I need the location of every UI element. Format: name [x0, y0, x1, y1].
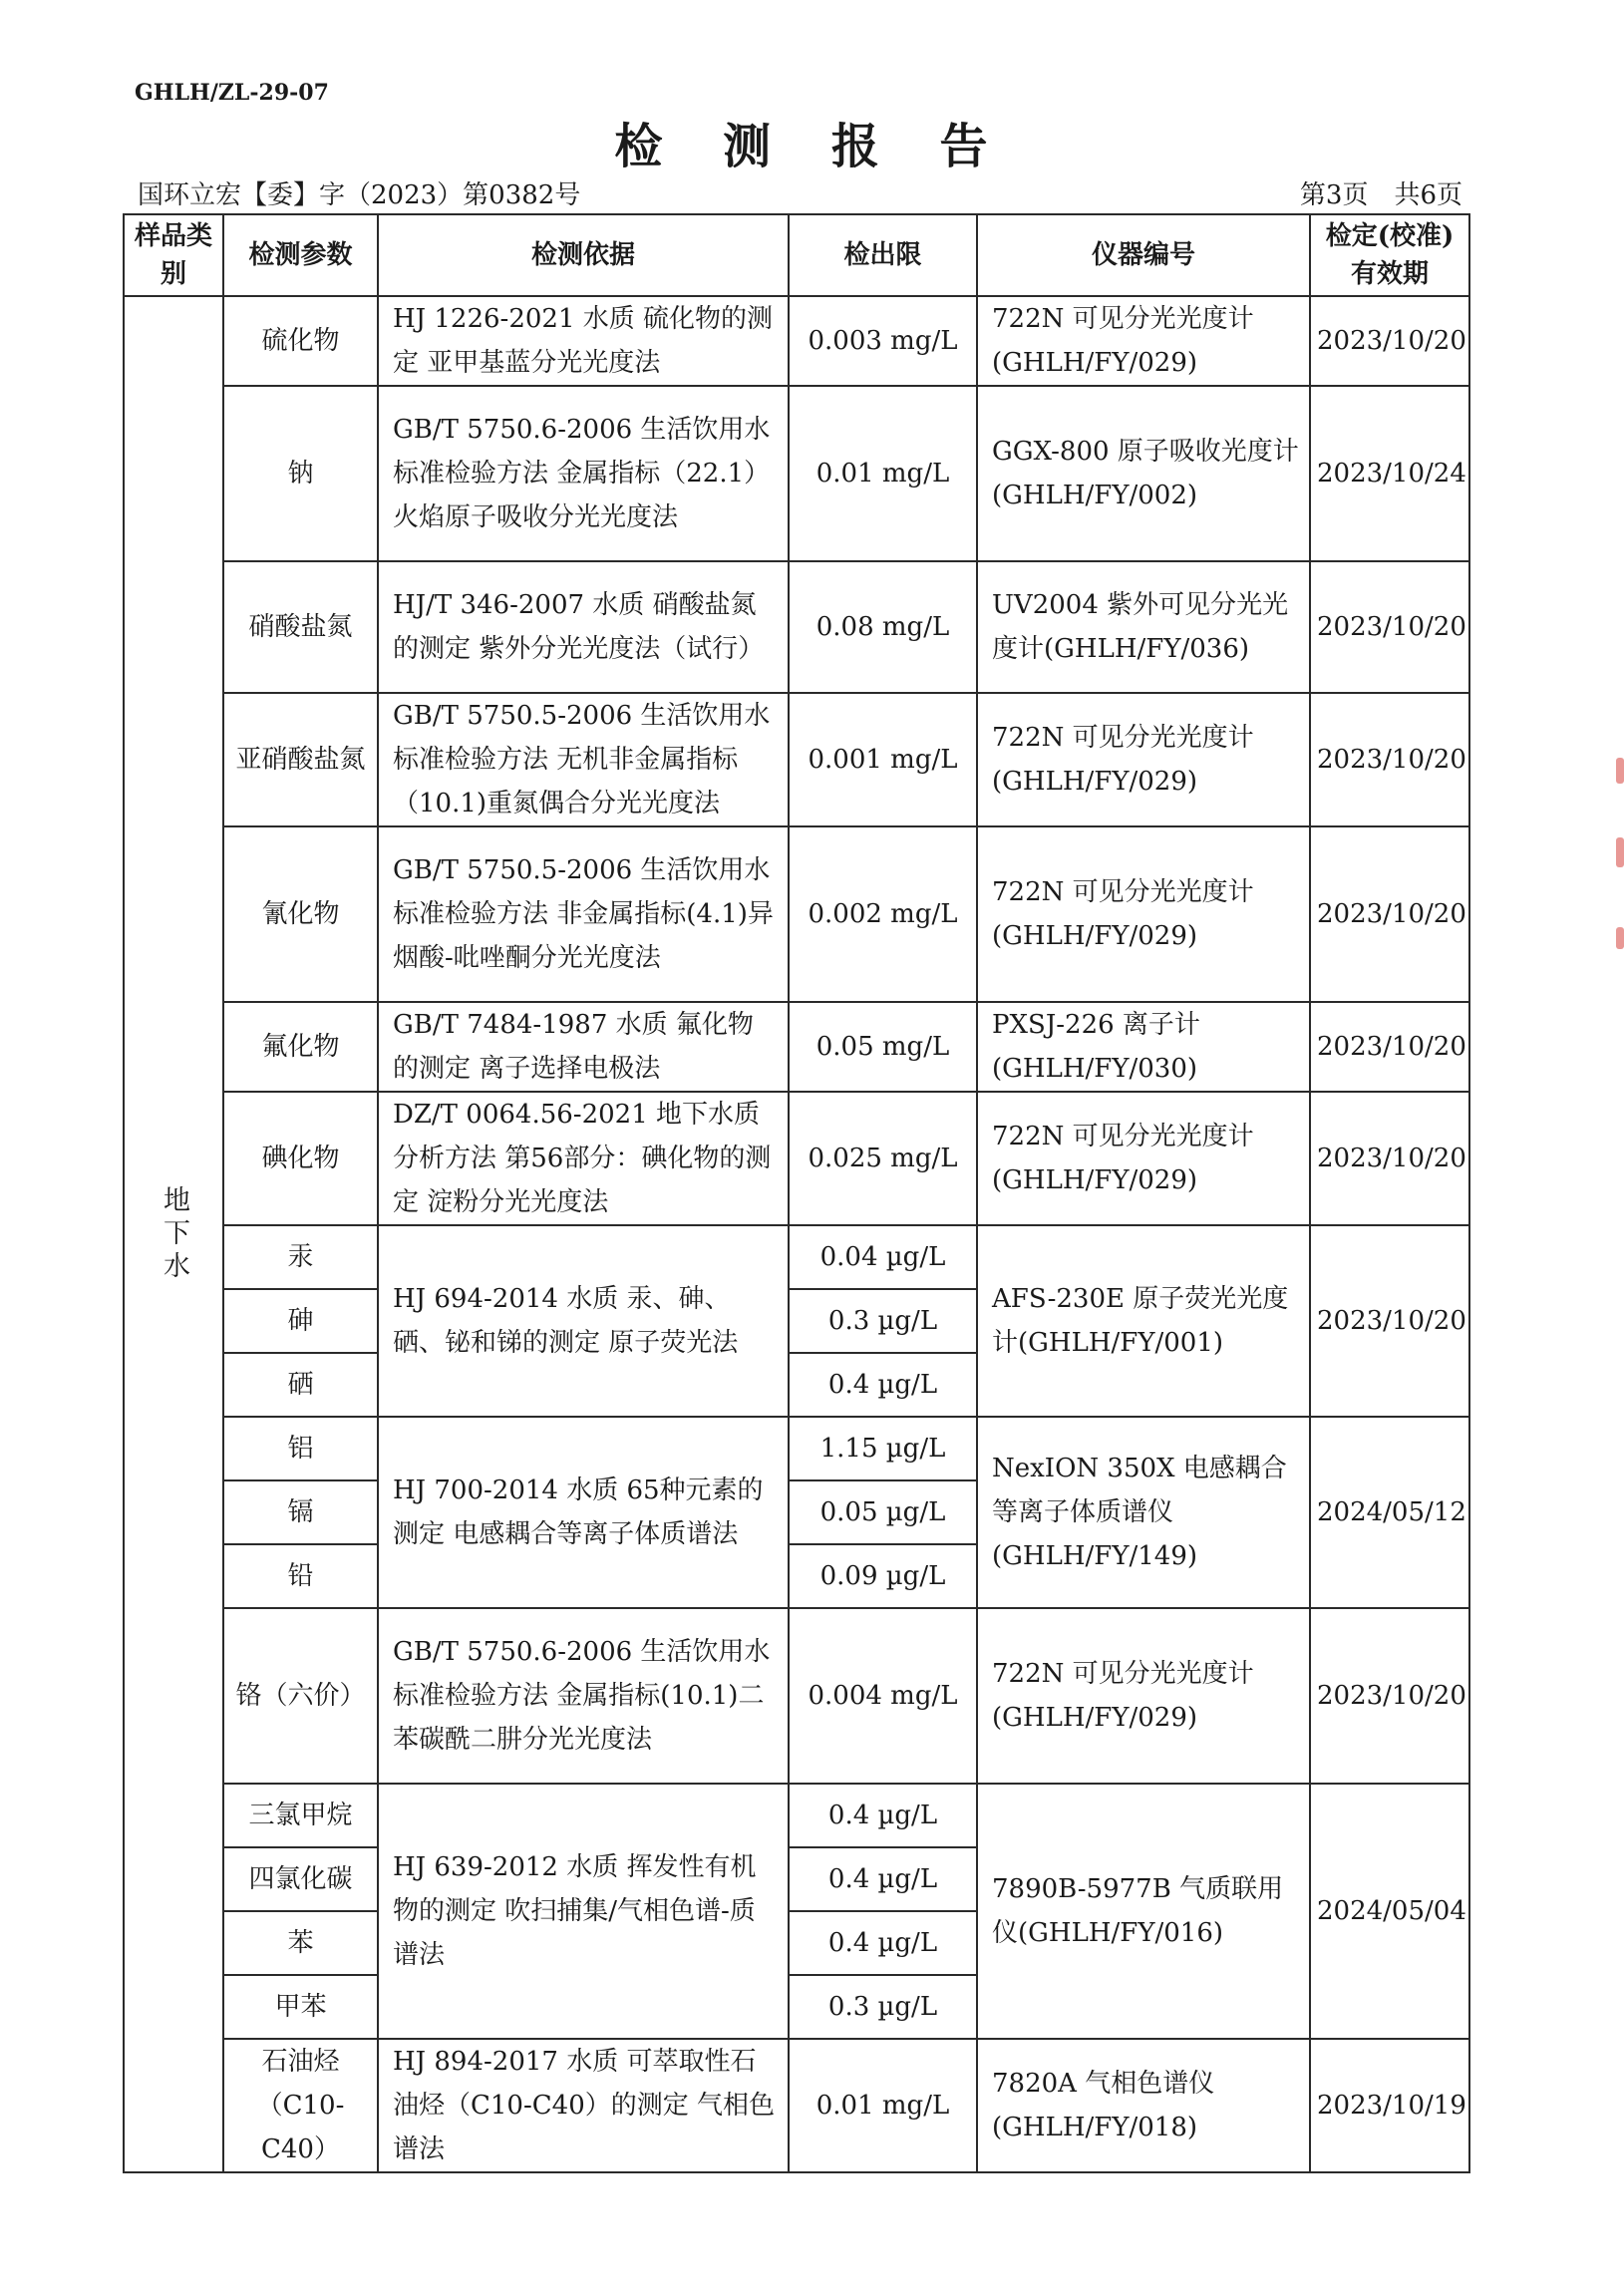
test-parameter: 亚硝酸盐氮 [223, 693, 378, 826]
instrument-id: NexION 350X 电感耦合等离子体质谱仪(GHLH/FY/149) [977, 1417, 1310, 1608]
page-info: 第3页 共6页 [1299, 180, 1462, 210]
instrument-id: GGX-800 原子吸收光度计(GHLH/FY/002) [977, 386, 1310, 561]
calibration-validity: 2023/10/20 [1310, 1608, 1469, 1784]
calibration-validity: 2023/10/19 [1310, 2039, 1469, 2172]
report-title: 检 测 报 告 [614, 119, 1010, 174]
test-basis: DZ/T 0064.56-2021 地下水质分析方法 第56部分：碘化物的测定 淀粉分光光度法 [378, 1092, 789, 1225]
table-row [124, 1225, 1469, 1289]
test-basis: GB/T 5750.6-2006 生活饮用水标准检验方法 金属指标（22.1）火焰原子吸收分光光度法 [378, 386, 789, 561]
detection-limit: 0.004 mg/L [789, 1608, 977, 1784]
calibration-validity: 2023/10/20 [1310, 826, 1469, 1002]
stamp-mark [1616, 837, 1624, 867]
table-row [124, 2039, 1469, 2172]
test-basis: HJ 694-2014 水质 汞、砷、硒、铋和锑的测定 原子荧光法 [378, 1225, 789, 1417]
table-row [124, 1784, 1469, 1847]
calibration-validity: 2023/10/20 [1310, 296, 1469, 386]
test-basis: HJ 639-2012 水质 挥发性有机物的测定 吹扫捕集/气相色谱-质谱法 [378, 1784, 789, 2039]
instrument-id: UV2004 紫外可见分光光度计(GHLH/FY/036) [977, 561, 1310, 693]
detection-limit: 0.4 µg/L [789, 1784, 977, 1847]
column-header: 样品类别 [124, 214, 223, 296]
test-basis: GB/T 5750.5-2006 生活饮用水标准检验方法 非金属指标(4.1)异烟酸-吡唑酮分光光度法 [378, 826, 789, 1002]
test-parameter: 铝 [223, 1417, 378, 1480]
test-basis: GB/T 5750.6-2006 生活饮用水标准检验方法 金属指标(10.1)二苯碳酰二肼分光光度法 [378, 1608, 789, 1784]
test-parameter: 钠 [223, 386, 378, 561]
calibration-validity: 2024/05/12 [1310, 1417, 1469, 1608]
detection-limit: 0.01 mg/L [789, 2039, 977, 2172]
test-parameter: 硒 [223, 1353, 378, 1417]
detection-limit: 1.15 µg/L [789, 1417, 977, 1480]
table-row [124, 561, 1469, 693]
calibration-validity: 2023/10/20 [1310, 693, 1469, 826]
test-basis: HJ 894-2017 水质 可萃取性石油烃（C10-C40）的测定 气相色谱法 [378, 2039, 789, 2172]
test-basis: GB/T 7484-1987 水质 氟化物的测定 离子选择电极法 [378, 1002, 789, 1092]
table-row [124, 386, 1469, 561]
test-parameter: 硝酸盐氮 [223, 561, 378, 693]
detection-limit: 0.003 mg/L [789, 296, 977, 386]
column-header: 仪器编号 [977, 214, 1310, 296]
column-header: 检测参数 [223, 214, 378, 296]
detection-limit: 0.3 µg/L [789, 1975, 977, 2039]
test-parameter: 石油烃（C10-C40） [223, 2039, 378, 2172]
instrument-id: 722N 可见分光光度计(GHLH/FY/029) [977, 826, 1310, 1002]
column-header: 检测依据 [378, 214, 789, 296]
report-number: 国环立宏【委】字（2023）第0382号 [138, 180, 581, 210]
detection-limit: 0.4 µg/L [789, 1353, 977, 1417]
test-basis: HJ 1226-2021 水质 硫化物的测定 亚甲基蓝分光光度法 [378, 296, 789, 386]
test-parameter: 氰化物 [223, 826, 378, 1002]
column-header: 检定(校准)有效期 [1310, 214, 1469, 296]
instrument-id: 722N 可见分光光度计(GHLH/FY/029) [977, 1608, 1310, 1784]
table-header-row [124, 214, 1469, 296]
table-row [124, 693, 1469, 826]
test-parameter: 甲苯 [223, 1975, 378, 2039]
test-parameter: 砷 [223, 1289, 378, 1353]
detection-limit: 0.4 µg/L [789, 1847, 977, 1911]
table-row [124, 1002, 1469, 1092]
calibration-validity: 2023/10/20 [1310, 1092, 1469, 1225]
test-parameter: 硫化物 [223, 296, 378, 386]
calibration-validity: 2023/10/20 [1310, 1225, 1469, 1417]
test-parameter: 铬（六价） [223, 1608, 378, 1784]
calibration-validity: 2023/10/20 [1310, 1002, 1469, 1092]
table-row [124, 1417, 1469, 1480]
instrument-id: 722N 可见分光光度计(GHLH/FY/029) [977, 1092, 1310, 1225]
document-code: GHLH/ZL-29-07 [135, 80, 329, 106]
table-row [124, 1092, 1469, 1225]
detection-limit: 0.05 mg/L [789, 1002, 977, 1092]
test-parameter: 汞 [223, 1225, 378, 1289]
instrument-id: PXSJ-226 离子计(GHLH/FY/030) [977, 1002, 1310, 1092]
calibration-validity: 2023/10/24 [1310, 386, 1469, 561]
calibration-validity: 2023/10/20 [1310, 561, 1469, 693]
test-parameter: 三氯甲烷 [223, 1784, 378, 1847]
test-parameter: 碘化物 [223, 1092, 378, 1225]
detection-limit: 0.04 µg/L [789, 1225, 977, 1289]
detection-limit: 0.001 mg/L [789, 693, 977, 826]
test-parameter: 铅 [223, 1544, 378, 1608]
instrument-id: 722N 可见分光光度计(GHLH/FY/029) [977, 693, 1310, 826]
test-basis: HJ 700-2014 水质 65种元素的测定 电感耦合等离子体质谱法 [378, 1417, 789, 1608]
detection-limit: 0.05 µg/L [789, 1480, 977, 1544]
test-basis: HJ/T 346-2007 水质 硝酸盐氮的测定 紫外分光光度法（试行） [378, 561, 789, 693]
detection-limit: 0.4 µg/L [789, 1911, 977, 1975]
detection-limit: 0.08 mg/L [789, 561, 977, 693]
table-row [124, 1608, 1469, 1784]
detection-limit: 0.3 µg/L [789, 1289, 977, 1353]
detection-limit: 0.01 mg/L [789, 386, 977, 561]
instrument-id: 7890B-5977B 气质联用仪(GHLH/FY/016) [977, 1784, 1310, 2039]
instrument-id: 7820A 气相色谱仪(GHLH/FY/018) [977, 2039, 1310, 2172]
detection-limit: 0.09 µg/L [789, 1544, 977, 1608]
instrument-id: 722N 可见分光光度计(GHLH/FY/029) [977, 296, 1310, 386]
test-method-table [123, 213, 1470, 2173]
detection-limit: 0.002 mg/L [789, 826, 977, 1002]
stamp-mark [1616, 927, 1624, 949]
test-parameter: 苯 [223, 1911, 378, 1975]
table-row [124, 296, 1469, 386]
detection-limit: 0.025 mg/L [789, 1092, 977, 1225]
test-parameter: 镉 [223, 1480, 378, 1544]
instrument-id: AFS-230E 原子荧光光度计(GHLH/FY/001) [977, 1225, 1310, 1417]
table-row [124, 826, 1469, 1002]
test-parameter: 四氯化碳 [223, 1847, 378, 1911]
calibration-validity: 2024/05/04 [1310, 1784, 1469, 2039]
sample-category: 地下水 [124, 296, 223, 2172]
stamp-mark [1616, 758, 1624, 784]
test-basis: GB/T 5750.5-2006 生活饮用水标准检验方法 无机非金属指标（10.1)重氮偶合分光光度法 [378, 693, 789, 826]
test-parameter: 氟化物 [223, 1002, 378, 1092]
column-header: 检出限 [789, 214, 977, 296]
